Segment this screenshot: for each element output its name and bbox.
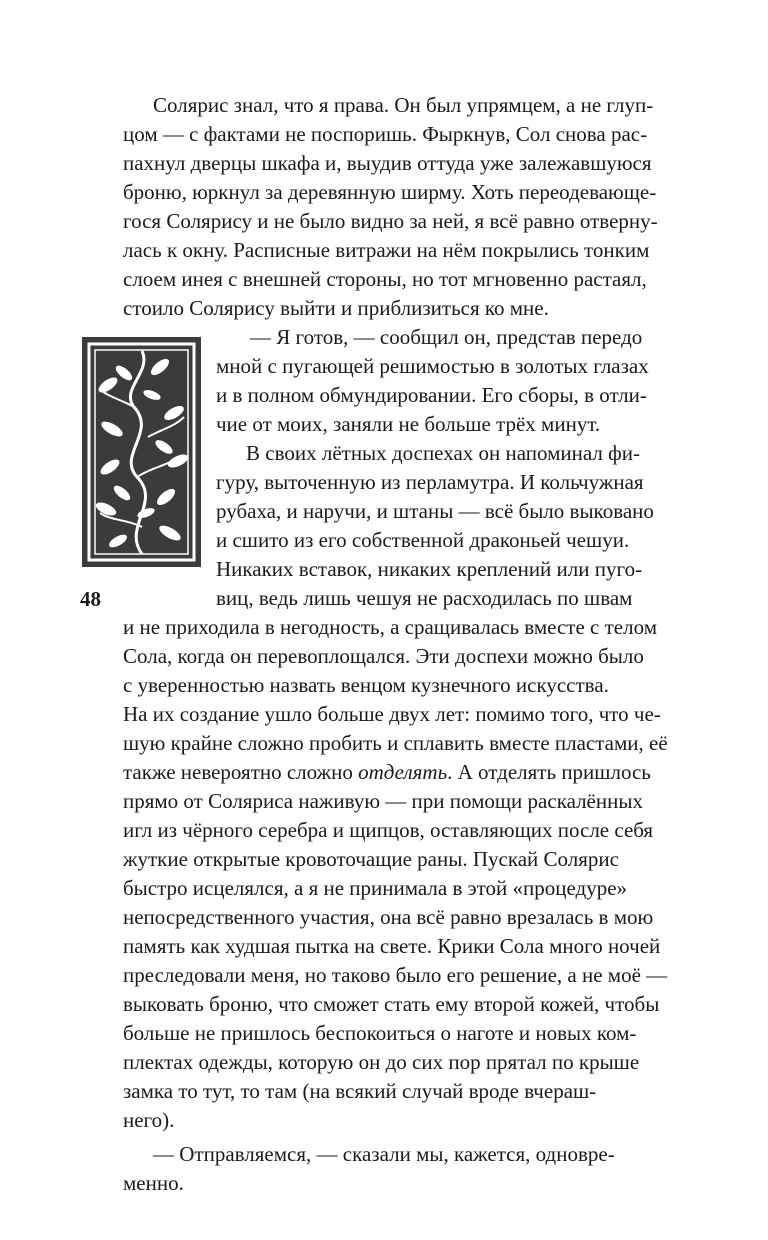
text-line: В своих лётных доспехах он напоминал фи- bbox=[246, 441, 640, 465]
text-line: — Я готов, — сообщил он, представ передо bbox=[250, 325, 643, 349]
text-line: больше не пришлось беспокоиться о наготе и новых ком- bbox=[123, 1021, 637, 1045]
text-line: и не приходила в негодность, а сращивалась вместе с телом bbox=[123, 615, 657, 639]
text-line: Солярис знал, что я права. Он был упрямцем, а не глуп- bbox=[153, 93, 654, 117]
text-line: плектах одежды, которую он до сих пор прятал по крыше bbox=[123, 1050, 640, 1074]
text-line: слоем инея с внешней стороны, но тот мгновенно растаял, bbox=[123, 267, 647, 291]
text-line: чие от моих, заняли не больше трёх минут. bbox=[216, 412, 601, 436]
text-line: Никаких вставок, никаких креплений или пуго- bbox=[216, 557, 643, 581]
text-line: игл из чёрного серебра и щипцов, оставляющих после себя bbox=[123, 818, 654, 842]
text-line: рубаха, и наручи, и штаны — всё было выковано bbox=[216, 499, 654, 523]
text-line: замка то тут, то там (на всякий случай вроде вчераш- bbox=[123, 1079, 597, 1103]
ornament-panel bbox=[82, 337, 201, 567]
text-line: Сола, когда он перевоплощался. Эти доспехи можно было bbox=[123, 644, 644, 668]
text-line: лась к окну. Расписные витражи на нём покрылись тонким bbox=[123, 238, 650, 262]
text-line: и сшито из его собственной драконьей чешуи. bbox=[216, 528, 630, 552]
page-number: 48 bbox=[80, 587, 101, 611]
text-line: него). bbox=[123, 1108, 175, 1132]
text-line: быстро исцелялся, а я не принимала в этой «процедуре» bbox=[123, 876, 628, 900]
text-line: с уверенностью назвать венцом кузнечного искусства. bbox=[123, 673, 609, 697]
text-line: гося Солярису и не было видно за ней, я всё равно отверну- bbox=[123, 209, 658, 233]
text-line: и в полном обмундировании. Его сборы, в отли- bbox=[216, 383, 647, 407]
text-line: преследовали меня, но таково было его решение, а не моё — bbox=[123, 963, 668, 987]
text-line: прямо от Соляриса наживую — при помощи раскалённых bbox=[123, 789, 643, 813]
text-line: цом — с фактами не поспоришь. Фыркнув, Сол снова рас- bbox=[123, 122, 648, 146]
text-line: стоило Солярису выйти и приблизиться ко мне. bbox=[123, 296, 549, 320]
text-line: — Отправляемся, — сказали мы, кажется, одновре- bbox=[153, 1142, 615, 1166]
text-line: непосредственного участия, она всё равно врезалась в мою bbox=[123, 905, 654, 929]
text-line: гуру, выточенную из перламутра. И кольчужная bbox=[216, 470, 644, 494]
text-line: шую крайне сложно пробить и сплавить вместе пластами, её bbox=[123, 731, 668, 755]
text-line: также невероятно сложно отделять. А отделять пришлось bbox=[123, 760, 651, 784]
text-line: виц, ведь лишь чешуя не расходилась по швам bbox=[216, 586, 633, 610]
text-line: На их создание ушло больше двух лет: помимо того, что че- bbox=[123, 702, 661, 726]
text-line: броню, юркнул за деревянную ширму. Хоть переодевающе- bbox=[123, 180, 657, 204]
text-line: пахнул дверцы шкафа и, выудив оттуда уже залежавшуюся bbox=[123, 151, 652, 175]
text-line: мной с пугающей решимостью в золотых глазах bbox=[216, 354, 649, 378]
text-line: выковать броню, что сможет стать ему второй кожей, чтобы bbox=[123, 992, 660, 1016]
text-line: жуткие открытые кровоточащие раны. Пускай Солярис bbox=[123, 847, 619, 871]
text-line: память как худшая пытка на свете. Крики Сола много ночей bbox=[123, 934, 661, 958]
emphasis: отделять bbox=[358, 760, 448, 784]
text-line: менно. bbox=[123, 1171, 184, 1195]
leaf-ornament-icon bbox=[82, 337, 201, 567]
